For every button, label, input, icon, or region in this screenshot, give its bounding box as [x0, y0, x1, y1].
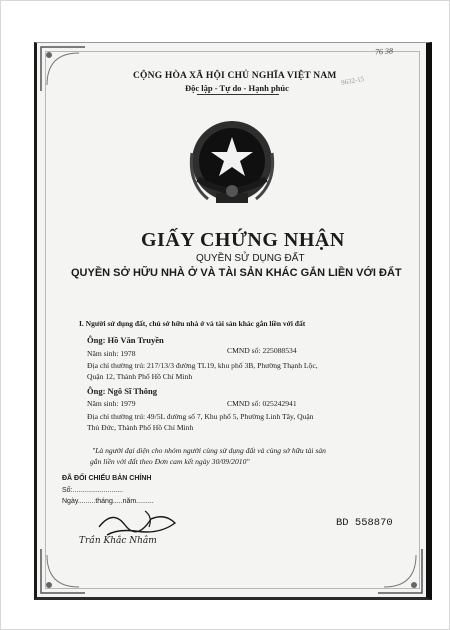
- representative-note-cont: gắn liền với đất theo Đơn cam kết ngày 30/09/2010": [90, 457, 250, 466]
- owner-2-birth-year: Năm sinh: 1979: [87, 399, 136, 408]
- owner-1-id-number: CMND số: 225088534: [227, 346, 297, 355]
- section-heading: I. Người sử dụng đất, chủ sở hữu nhà ở và tài sản khác gắn liền với đất: [79, 319, 306, 328]
- national-motto: Độc lập - Tự do - Hạnh phúc: [185, 83, 289, 93]
- certificate-document: [34, 42, 432, 600]
- republic-header: CỘNG HÒA XÃ HỘI CHỦ NGHĨA VIỆT NAM: [133, 71, 337, 81]
- verification-date-line: Ngày.........tháng.....năm.........: [62, 498, 154, 505]
- corner-ornament-icon: [39, 45, 87, 93]
- owner-2-id-number: CMND số: 025242941: [227, 399, 297, 408]
- owner-2-address: Địa chỉ thường trú: 49/5L đường số 7, Khu phố 5, Phường Linh Tây, Quận: [87, 412, 314, 421]
- owner-1-birth-year: Năm sinh: 1978: [87, 349, 136, 358]
- corner-ornament-icon: [376, 547, 424, 595]
- signer-name: Trần Khắc Nhâm: [79, 536, 157, 546]
- certificate-subtitle-2: QUYỀN SỞ HỮU NHÀ Ở VÀ TÀI SẢN KHÁC GẮN LIỀN VỚI ĐẤT: [71, 267, 402, 279]
- faded-stamp: 9632-15: [340, 75, 365, 87]
- national-emblem-icon: [178, 113, 286, 213]
- corner-ornament-icon: [39, 547, 87, 595]
- verification-stamp-title: ĐÃ ĐỐI CHIẾU BẢN CHÍNH: [62, 475, 152, 482]
- verification-number-line: Số:..........................: [62, 487, 124, 494]
- owner-1-name: Ông: Hồ Văn Truyền: [87, 335, 164, 345]
- serial-number: BD 558870: [336, 517, 393, 529]
- owner-2-name: Ông: Ngô Sĩ Thông: [87, 386, 157, 396]
- certificate-subtitle-1: QUYỀN SỬ DỤNG ĐẤT: [196, 253, 305, 264]
- owner-2-address-cont: Thủ Đức, Thành Phố Hồ Chí Minh: [87, 423, 194, 432]
- handwritten-number: 76 38: [374, 46, 394, 57]
- signature-icon: [95, 505, 185, 539]
- owner-1-address-cont: Quận 12, Thành Phố Hồ Chí Minh: [87, 372, 193, 381]
- motto-underline: [197, 94, 279, 95]
- owner-1-address: Địa chỉ thường trú: 217/13/3 đường TL19, khu phố 3B, Phường Thạnh Lộc,: [87, 361, 318, 370]
- representative-note: "Là người đại diện cho nhóm người cùng sử dụng đất và cùng sở hữu tài sản: [92, 446, 326, 455]
- certificate-title: GIẤY CHỨNG NHẬN: [141, 229, 345, 251]
